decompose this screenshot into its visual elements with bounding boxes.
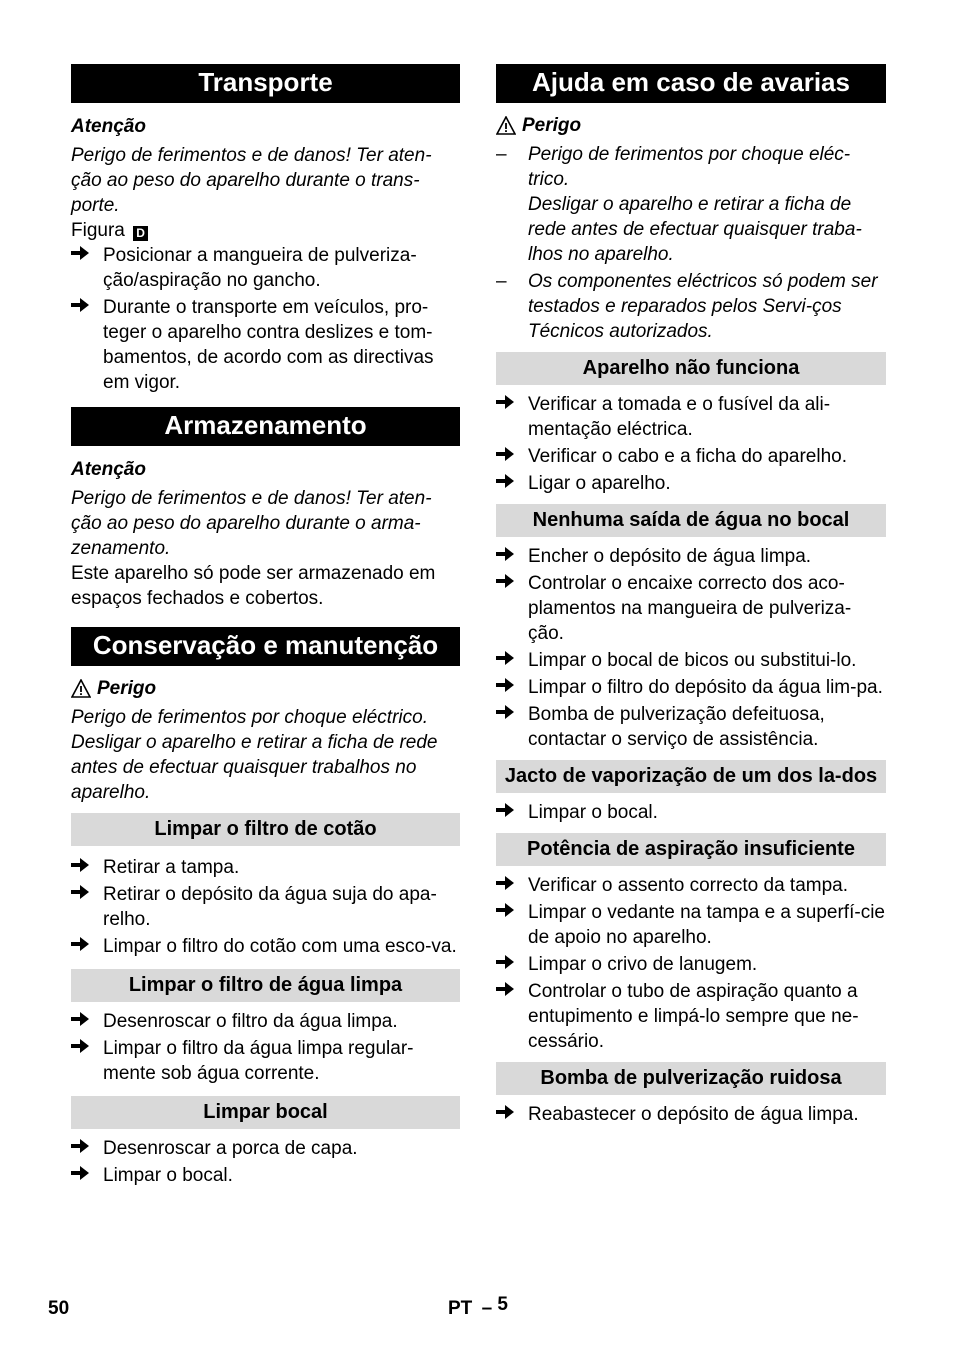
section-page-number: 5 <box>497 1294 508 1315</box>
list-item-continuation: Desligar o aparelho e retirar a ficha de rede antes de efectuar quaisquer traba-lhos no aparelho. <box>528 194 862 265</box>
list-item: Verificar a tomada e o fusível da ali-mentação eléctrica. <box>496 392 886 442</box>
list-item: Limpar o bocal. <box>496 800 886 825</box>
right-column <box>496 64 886 1129</box>
water-filter-list <box>71 1009 460 1086</box>
subsection-title-bocal: Limpar bocal <box>71 1096 460 1129</box>
arrow-right-icon <box>71 1163 103 1188</box>
figure-label: Figura <box>71 220 125 241</box>
arrow-right-icon <box>496 675 528 700</box>
subsection-title-filtro-cotao: Limpar o filtro de cotão <box>71 813 460 846</box>
section-title-transporte: Transporte <box>71 64 460 103</box>
danger-dash-list <box>496 142 886 344</box>
list-item: Retirar a tampa. <box>71 855 460 880</box>
attention-label: Atenção <box>71 116 146 137</box>
arrow-right-icon <box>496 702 528 752</box>
danger-line <box>71 676 460 701</box>
arrow-right-icon <box>496 392 528 442</box>
dash-marker: – <box>496 271 507 292</box>
subsection-title: Aparelho não funciona <box>496 352 886 385</box>
list-item: Limpar o bocal de bicos ou substitui-lo. <box>496 648 886 673</box>
subsection-title: Potência de aspiração insuficiente <box>496 833 886 866</box>
arrow-right-icon <box>496 900 528 950</box>
warning-triangle-icon <box>71 679 91 699</box>
subsection-title: Nenhuma saída de água no bocal <box>496 504 886 537</box>
list-item: Verificar o cabo e a ficha do aparelho. <box>496 444 886 469</box>
arrow-right-icon <box>496 952 528 977</box>
arrow-right-icon <box>496 471 528 496</box>
troubleshooting-sections <box>496 352 886 1127</box>
arrow-right-icon <box>496 873 528 898</box>
warning-triangle-icon <box>496 116 516 136</box>
arrow-right-icon <box>496 979 528 1054</box>
danger-line <box>496 113 886 138</box>
arrow-right-icon <box>496 444 528 469</box>
arrow-right-icon <box>71 243 103 293</box>
transport-list <box>71 243 460 395</box>
danger-label: Perigo <box>97 678 157 699</box>
list-item: Limpar o crivo de lanugem. <box>496 952 886 977</box>
list-item: Limpar o filtro do depósito da água lim-pa. <box>496 675 886 700</box>
language-code: PT <box>448 1298 473 1319</box>
list-item: Retirar o depósito da água suja do apa-relho. <box>71 882 460 932</box>
arrow-right-icon <box>496 544 528 569</box>
section-page-ref <box>448 1294 508 1320</box>
list-item: Verificar o assento correcto da tampa. <box>496 873 886 898</box>
storage-text: Este aparelho só pode ser armazenado em espaços fechados e cobertos. <box>71 563 436 609</box>
page-number: 50 <box>48 1298 70 1319</box>
list-item: Limpar o filtro da água limpa regular-mente sob água corrente. <box>71 1036 460 1086</box>
arrow-right-icon <box>71 855 103 880</box>
list-item: – Os componentes eléctricos só podem ser testados e reparados pelos Servi-ços Técnicos autorizados. <box>496 271 878 342</box>
list-item: Encher o depósito de água limpa. <box>496 544 886 569</box>
section-title-armazenamento: Armazenamento <box>71 407 460 446</box>
list-item: – Perigo de ferimentos por choque eléc-trico. <box>496 144 851 190</box>
arrow-right-icon <box>71 1036 103 1086</box>
list-item: Ligar o aparelho. <box>496 471 886 496</box>
arrow-right-icon <box>496 1102 528 1127</box>
section-title-conservacao: Conservação e manutenção <box>71 627 460 666</box>
subsection-title: Bomba de pulverização ruidosa <box>496 1062 886 1095</box>
list-item: Limpar o bocal. <box>71 1163 460 1188</box>
list-item: Limpar o filtro do cotão com uma esco-va. <box>71 934 460 959</box>
section-title-ajuda: Ajuda em caso de avarias <box>496 64 886 103</box>
list-item: Durante o transporte em veículos, pro-teger o aparelho contra deslizes e tom-bamentos, de acordo com as directivas em vigor. <box>71 295 460 395</box>
arrow-right-icon <box>71 295 103 395</box>
maintenance-danger-text: Perigo de ferimentos por choque eléctrico. Desligar o aparelho e retirar a ficha de rede antes de efectuar quaisquer trabalhos no aparelho. <box>71 707 438 803</box>
list-item: Bomba de pulverização defeituosa, contactar o serviço de assistência. <box>496 702 886 752</box>
list-item: Desenroscar o filtro da água limpa. <box>71 1009 460 1034</box>
list-item: Limpar o vedante na tampa e a superfí-cie de apoio no aparelho. <box>496 900 886 950</box>
arrow-right-icon <box>496 571 528 646</box>
subsection-title-filtro-agua: Limpar o filtro de água limpa <box>71 969 460 1002</box>
figure-reference <box>71 218 460 243</box>
arrow-right-icon <box>71 882 103 932</box>
attention-label: Atenção <box>71 459 146 480</box>
danger-label: Perigo <box>522 115 582 136</box>
arrow-right-icon <box>71 1136 103 1161</box>
dash-marker: – <box>496 144 507 165</box>
nozzle-list <box>71 1136 460 1188</box>
lint-filter-list <box>71 855 460 959</box>
left-column <box>71 64 460 1190</box>
transport-warning: Perigo de ferimentos e de danos! Ter aten-ção ao peso do aparelho durante o trans-porte. <box>71 145 432 216</box>
arrow-right-icon <box>71 934 103 959</box>
arrow-right-icon <box>496 648 528 673</box>
arrow-right-icon <box>71 1009 103 1034</box>
subsection-title: Jacto de vaporização de um dos la-dos <box>496 760 886 793</box>
list-item: Desenroscar a porca de capa. <box>71 1136 460 1161</box>
list-item: Reabastecer o depósito de água limpa. <box>496 1102 886 1127</box>
figure-ref-badge: D <box>133 226 148 241</box>
list-item: Controlar o encaixe correcto dos aco-plamentos na mangueira de pulveriza-ção. <box>496 571 886 646</box>
arrow-right-icon <box>496 800 528 825</box>
list-item: Controlar o tubo de aspiração quanto a entupimento e limpá-lo sempre que ne-cessário. <box>496 979 886 1054</box>
storage-warning: Perigo de ferimentos e de danos! Ter aten-ção ao peso do aparelho durante o arma-zenamento. <box>71 488 432 559</box>
list-item: Posicionar a mangueira de pulveriza-ção/aspiração no gancho. <box>71 243 460 293</box>
footer-dash: – <box>481 1298 493 1319</box>
